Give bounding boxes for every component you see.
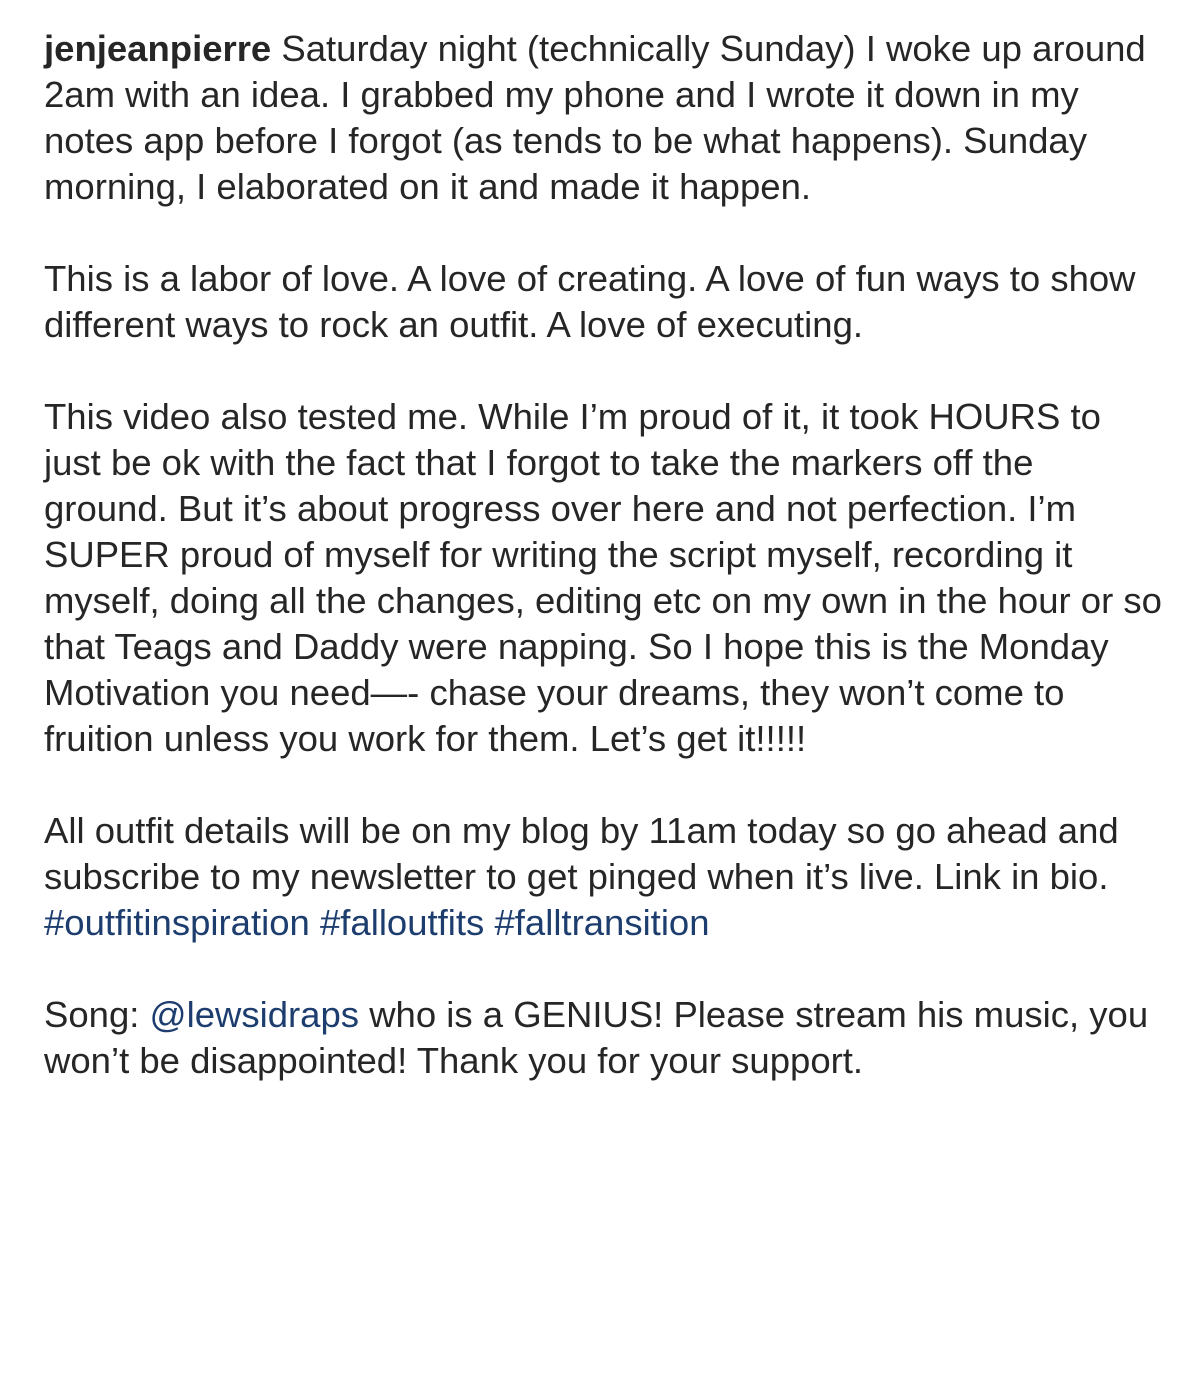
caption-paragraph-1	[44, 26, 1164, 210]
post-caption	[44, 26, 1164, 1084]
mention-link-lewsidraps[interactable]: @lewsidraps	[149, 994, 360, 1035]
caption-paragraph-3	[44, 394, 1164, 762]
caption-paragraph-2	[44, 256, 1164, 348]
caption-text-1: Saturday night (technically Sunday) I woke up around 2am with an idea. I grabbed my phone and I wrote it down in my notes app before I forgot (as tends to be what happens). Sunday morning, I elaborated on it and made it happen.	[44, 28, 1146, 207]
hashtag-link-falloutfits[interactable]: #falloutfits	[319, 902, 485, 943]
song-suffix: who is a GENIUS! Please stream his music, you won’t be disappointed! Thank you for your support.	[44, 994, 1149, 1081]
username-link[interactable]: jenjeanpierre	[44, 28, 272, 69]
caption-paragraph-5	[44, 992, 1164, 1084]
caption-paragraph-4	[44, 808, 1164, 946]
hashtag-link-outfitinspiration[interactable]: #outfitinspiration	[44, 902, 310, 943]
caption-text-3: This video also tested me. While I’m proud of it, it took HOURS to just be ok with the fact that I forgot to take the markers off the ground. But it’s about progress over here and not perfection. I’m SUPER proud of myself for writing the script myself, recording it myself, doing all the changes, editing etc on my own in the hour or so that Teags and Daddy were napping. So I hope this is the Monday Motivation you need—- chase your dreams, they won’t come to fruition unless you work for them. Let’s get it!!!!!	[44, 396, 1162, 759]
caption-text-2: This is a labor of love. A love of creating. A love of fun ways to show different ways to rock an outfit. A love of executing.	[44, 258, 1136, 345]
hashtag-link-falltransition[interactable]: #falltransition	[494, 902, 710, 943]
caption-text-4: All outfit details will be on my blog by 11am today so go ahead and subscribe to my newsletter to get pinged when it’s live. Link in bio.	[44, 810, 1119, 897]
song-prefix: Song:	[44, 994, 140, 1035]
